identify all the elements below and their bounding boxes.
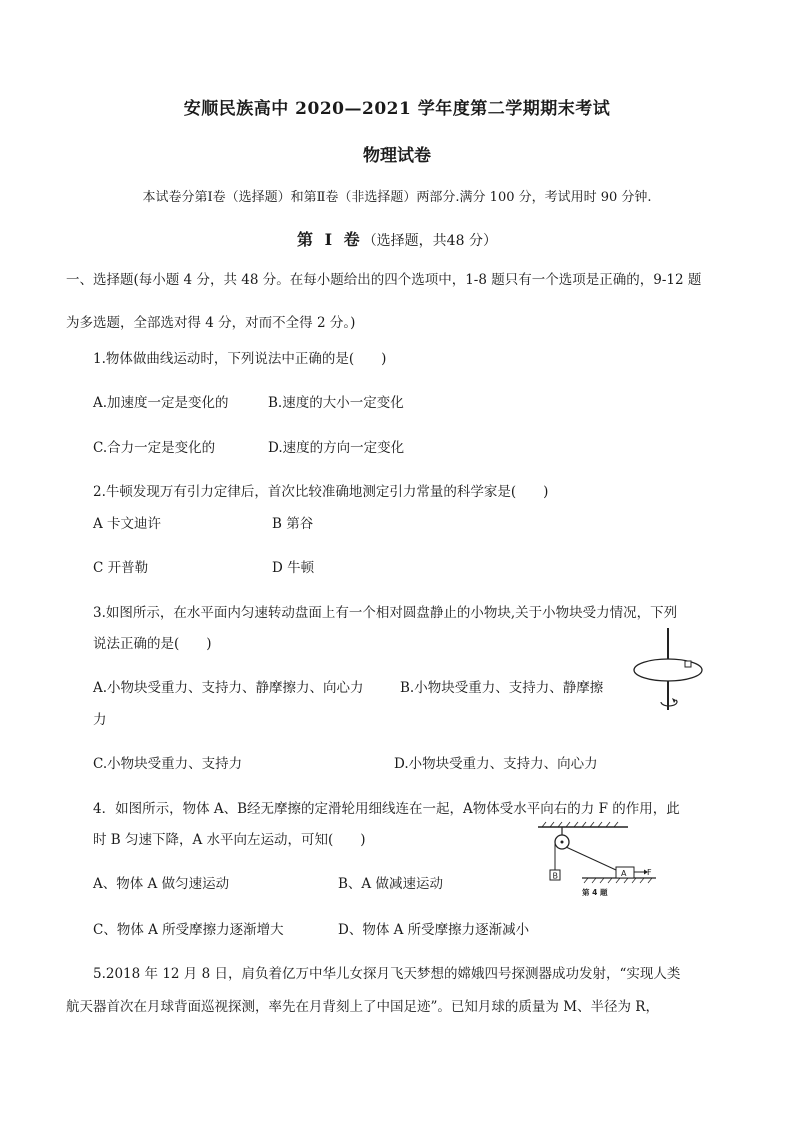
q3-stem-line-1: 3.如图所示，在水平面内匀速转动盘面上有一个相对圆盘静止的小物块,关于小物块受力情况，下列	[93, 605, 678, 621]
figure-caption: 第 4 题	[582, 888, 608, 897]
q3-option-a: A.小物块受重力、支持力、静摩擦力、向心力	[93, 680, 364, 696]
q1-option-b: B.速度的大小一定变化	[268, 395, 404, 411]
q2-option-c: C 开普勒	[93, 560, 149, 576]
force-f-label: F	[647, 868, 652, 877]
section-label: 第 Ⅰ 卷	[297, 230, 363, 249]
instructions-line-2: 为多选题，全部选对得 4 分，对而不全得 2 分。)	[66, 315, 356, 331]
q3-stem-line-2: 说法正确的是( )	[93, 636, 212, 652]
section-sub: （选择题，共48 分）	[362, 233, 497, 249]
pulley-figure	[532, 820, 660, 900]
q3-option-b: B.小物块受重力、支持力、静摩擦	[400, 680, 604, 696]
q3-option-c: C.小物块受重力、支持力	[93, 756, 243, 772]
q1-stem: 1.物体做曲线运动时，下列说法中正确的是( )	[93, 351, 387, 367]
instructions-line-1: 一、选择题(每小题 4 分，共 48 分。在每小题给出的四个选项中，1-8 题只有一个选项是正确的，9-12 题	[66, 272, 702, 288]
q2-stem: 2.牛顿发现万有引力定律后，首次比较准确地测定引力常量的科学家是( )	[93, 484, 549, 500]
q1-option-c: C.合力一定是变化的	[93, 440, 216, 456]
q3-option-d: D.小物块受重力、支持力、向心力	[394, 756, 598, 772]
q4-option-b: B、A 做减速运动	[338, 876, 443, 892]
rotating-disk-figure	[628, 624, 708, 714]
q4-option-c: C、物体 A 所受摩擦力逐渐增大	[93, 922, 284, 938]
q4-stem-line-2: 时 B 匀速下降，A 水平向左运动，可知( )	[93, 832, 366, 848]
exam-intro: 本试卷分第Ⅰ卷（选择题）和第Ⅱ卷（非选择题）两部分.满分 100 分，考试用时 90 分钟.	[142, 190, 652, 205]
q2-option-b: B 第谷	[272, 516, 314, 532]
q4-stem-line-1: 4．如图所示，物体 A、B经无摩擦的定滑轮用细线连在一起，A物体受水平向右的力 F 的作用，此	[93, 801, 680, 817]
block-b-label: B	[552, 871, 558, 881]
q4-option-d: D、物体 A 所受摩擦力逐渐减小	[338, 922, 530, 938]
block-a-label: A	[621, 869, 627, 878]
subject-title: 物理试卷	[363, 146, 431, 166]
q1-option-d: D.速度的方向一定变化	[268, 440, 405, 456]
q3-option-b-cont: 力	[93, 712, 107, 728]
q2-option-a: A 卡文迪许	[93, 516, 162, 532]
q4-option-a: A、物体 A 做匀速运动	[93, 876, 230, 892]
exam-title: 安顺民族高中 2020—2021 学年度第二学期期末考试	[183, 99, 611, 119]
q5-line-1: 5.2018 年 12 月 8 日，肩负着亿万中华儿女探月飞天梦想的嫦娥四号探测器成功发射，“实现人类	[93, 966, 681, 982]
q5-line-2: 航天器首次在月球背面巡视探测，率先在月背刻上了中国足迹”。已知月球的质量为 M、半径为 R，	[66, 999, 659, 1015]
section-heading	[0, 227, 794, 250]
q2-option-d: D 牛顿	[272, 560, 315, 576]
q1-option-a: A.加速度一定是变化的	[93, 395, 229, 411]
